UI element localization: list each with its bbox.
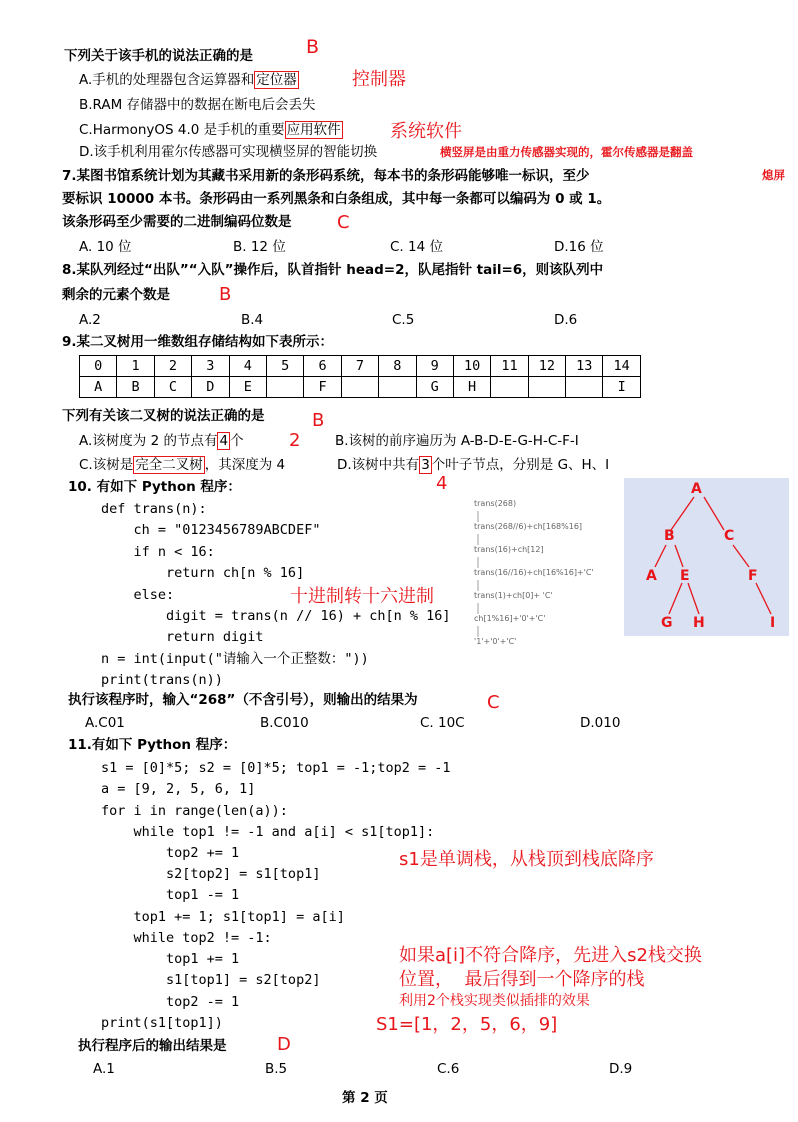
q10-code-line: else:: [101, 587, 175, 603]
table-cell: H: [453, 377, 490, 398]
q11-code-line: a = [9, 2, 5, 6, 1]: [101, 781, 256, 797]
q9-option-a-note: 2: [289, 430, 301, 451]
q10-answer: C: [487, 692, 500, 713]
q6-option-d-note: 横竖屏是由重力传感器实现的，霍尔传感器是翻盖: [440, 145, 693, 159]
q10-code-line: n = int(input("请输入一个正整数：")): [101, 651, 369, 667]
q7-option-d: D.16 位: [554, 239, 604, 255]
tree-edge: [669, 583, 682, 614]
table-cell: 5: [266, 356, 303, 377]
q9-question: 下列有关该二叉树的说法正确的是: [62, 408, 265, 424]
tree-node: H: [693, 615, 705, 631]
tree-edge: [671, 497, 694, 530]
table-cell: [566, 377, 603, 398]
table-cell: 13: [566, 356, 603, 377]
tree-edge: [733, 545, 749, 567]
table-cell: 6: [304, 356, 341, 377]
q8-answer: B: [219, 284, 232, 305]
q11-option-b: B.5: [265, 1061, 288, 1077]
q9-answer: B: [312, 410, 325, 431]
q8-option-a: A.2: [79, 312, 101, 328]
table-cell: [341, 377, 378, 398]
q9-value-row: [80, 377, 641, 398]
tree-node: F: [748, 568, 758, 584]
tree-edge: [655, 545, 666, 567]
q11-code-line: top1 += 1: [101, 951, 240, 967]
trace-step: trans(268//6)+ch[168%16]: [474, 522, 583, 531]
trace-step: trans(268): [474, 499, 517, 508]
table-cell: 3: [192, 356, 229, 377]
q7-option-b: B. 12 位: [233, 239, 286, 255]
q6-option-c: C.HarmonyOS 4.0 是手机的重要 应用软件: [79, 122, 341, 138]
tree-edges: [624, 478, 789, 636]
q9-option-d: D.该树中共有 3 个叶子节点，分别是 G、H、I: [337, 457, 610, 473]
table-cell: A: [80, 377, 117, 398]
q11-option-c: C.6: [437, 1061, 460, 1077]
table-cell: C: [154, 377, 191, 398]
table-cell: [266, 377, 303, 398]
tree-node: A: [691, 481, 702, 497]
q9-option-a-box: 4: [219, 433, 229, 449]
q9-option-c: C.该树是 完全二叉树 ，其深度为 4: [79, 457, 286, 473]
q6-option-a: A.手机的处理器包含运算器和 定位器: [79, 72, 297, 88]
q8-option-c: C.5: [392, 312, 415, 328]
table-cell: [528, 377, 565, 398]
q11-option-d: D.9: [609, 1061, 633, 1077]
q11-note-5: S1=[1，2，5，6，9]: [376, 1014, 558, 1035]
q7-line-1: 7.某图书馆系统计划为其藏书采用新的条形码系统，每本书的条形码能够唯一标识，至少: [62, 168, 590, 184]
q11-code-line: s2[top2] = s1[top1]: [101, 866, 321, 882]
trace-step: trans(16)+ch[12]: [474, 545, 544, 554]
q11-code-line: top2 += 1: [101, 845, 240, 861]
table-cell: [379, 377, 416, 398]
q11-note-1: s1是单调栈，从栈顶到栈底降序: [399, 849, 654, 870]
q10-code-line: return ch[n % 16]: [101, 565, 305, 581]
q10-question: 执行该程序时，输入“268”（不含引号），则输出的结果为: [68, 692, 418, 708]
trace-step: ch[1%16]+'0'+'C': [474, 614, 546, 623]
trace-step: '1'+'0'+'C': [474, 637, 517, 646]
q10-recursion-trace: [470, 497, 615, 652]
q11-code-line: s1 = [0]*5; s2 = [0]*5; top1 = -1;top2 = -1: [101, 760, 451, 776]
q9-tree-figure: [624, 478, 789, 636]
q6-answer: B: [306, 36, 320, 58]
q11-code-line: print(s1[top1]): [101, 1015, 223, 1031]
tree-node: C: [724, 528, 735, 544]
q9-option-c-box: 完全二叉树: [135, 457, 203, 473]
q9-option-d-note: 4: [436, 473, 448, 494]
table-cell: 1: [117, 356, 154, 377]
table-cell: [491, 377, 528, 398]
table-cell: F: [304, 377, 341, 398]
q6-option-b: B.RAM 存储器中的数据在断电后会丢失: [79, 97, 316, 113]
q7-option-c: C. 14 位: [390, 239, 443, 255]
q11-code-line: while top2 != -1:: [101, 930, 272, 946]
q6-option-d-note-2: 熄屏: [762, 168, 785, 182]
q9-option-b: B.该树的前序遍历为 A-B-D-E-G-H-C-F-I: [335, 433, 579, 449]
q6-option-d: D.该手机利用霍尔传感器可实现横竖屏的智能切换: [79, 144, 378, 160]
trace-step: trans(1)+ch[0]+ 'C': [474, 591, 553, 600]
q11-code-line: top1 -= 1: [101, 887, 240, 903]
tree-edge: [756, 583, 771, 614]
q11-stem: 11.有如下 Python 程序：: [68, 737, 237, 753]
q8-line-1: 8.某队列经过“出队”“入队”操作后，队首指针 head=2，队尾指针 tail=6，则该队列中: [62, 262, 604, 278]
q11-code-line: for i in range(len(a)):: [101, 803, 288, 819]
table-cell: 14: [603, 356, 640, 377]
q9-index-row: [80, 356, 641, 377]
q11-question: 执行程序后的输出结果是: [78, 1038, 227, 1054]
q9-option-a: A.该树度为 2 的节点有 4 个: [79, 433, 244, 449]
q10-option-c: C. 10C: [420, 715, 465, 731]
q10-code-line: return digit: [101, 629, 264, 645]
q11-note-3: 位置， 最后得到一个降序的栈: [399, 969, 645, 990]
tree-edge: [675, 545, 683, 567]
q6-option-a-note: 控制器: [352, 69, 406, 90]
table-cell: 8: [379, 356, 416, 377]
q10-code-line: def trans(n):: [101, 501, 207, 517]
tree-node: I: [770, 615, 776, 631]
q11-code-line: top1 += 1; s1[top1] = a[i]: [101, 909, 345, 925]
table-cell: 11: [491, 356, 528, 377]
q10-code-line: ch = "0123456789ABCDEF": [101, 522, 321, 538]
q10-code-line: print(trans(n)): [101, 672, 223, 688]
page-number: 第 2 页: [342, 1090, 388, 1106]
table-cell: 2: [154, 356, 191, 377]
table-cell: 12: [528, 356, 565, 377]
q8-option-d: D.6: [554, 312, 578, 328]
tree-node: E: [680, 568, 690, 584]
table-cell: 7: [341, 356, 378, 377]
q11-note-2: 如果a[i]不符合降序，先进入s2栈交换: [399, 945, 702, 966]
q11-note-4: 利用2个栈实现类似插排的效果: [399, 993, 590, 1009]
table-cell: 4: [229, 356, 266, 377]
q8-option-b: B.4: [241, 312, 264, 328]
q9-option-d-box: 3: [421, 457, 430, 473]
table-cell: D: [192, 377, 229, 398]
q9-array-table: [79, 355, 641, 398]
q11-code-line: while top1 != -1 and a[i] < s1[top1]:: [101, 824, 435, 840]
table-cell: 9: [416, 356, 453, 377]
table-cell: G: [416, 377, 453, 398]
trace-step: trans(16//16)+ch[16%16]+'C': [474, 568, 594, 577]
table-cell: I: [603, 377, 640, 398]
tree-edge: [704, 497, 724, 530]
q10-option-a: A.C01: [85, 715, 125, 731]
table-cell: E: [229, 377, 266, 398]
q11-code-line: top2 -= 1: [101, 994, 240, 1010]
q8-line-2: 剩余的元素个数是: [62, 287, 170, 303]
q6-option-a-box: 定位器: [256, 72, 297, 88]
q10-option-d: D.010: [580, 715, 621, 731]
q7-answer: C: [337, 212, 350, 233]
q7-line-2: 要标识 10000 本书。条形码由一系列黑条和白条组成，其中每一条都可以编码为 0 或 1。: [62, 191, 611, 207]
table-cell: 0: [80, 356, 117, 377]
q10-note: 十进制转十六进制: [290, 586, 434, 607]
q6-stem: 下列关于该手机的说法正确的是: [64, 48, 253, 64]
tree-node: A: [646, 568, 657, 584]
q6-option-c-note: 系统软件: [390, 121, 462, 142]
q10-code-line: digit = trans(n // 16) + ch[n % 16]: [101, 608, 451, 624]
q10-code-line: if n < 16:: [101, 544, 215, 560]
tree-edge: [688, 583, 699, 614]
tree-node: G: [661, 615, 673, 631]
q11-answer: D: [277, 1034, 291, 1055]
q6-option-c-box: 应用软件: [286, 122, 341, 138]
q7-option-a: A. 10 位: [79, 239, 132, 255]
table-cell: 10: [453, 356, 490, 377]
q11-code-line: s1[top1] = s2[top2]: [101, 972, 321, 988]
q10-option-b: B.C010: [260, 715, 309, 731]
q10-stem: 10. 有如下 Python 程序：: [68, 479, 241, 495]
q7-line-3: 该条形码至少需要的二进制编码位数是: [62, 214, 292, 230]
table-cell: B: [117, 377, 154, 398]
tree-node: B: [664, 528, 675, 544]
q9-stem: 9.某二叉树用一维数组存储结构如下表所示：: [62, 334, 334, 350]
q11-option-a: A.1: [93, 1061, 115, 1077]
